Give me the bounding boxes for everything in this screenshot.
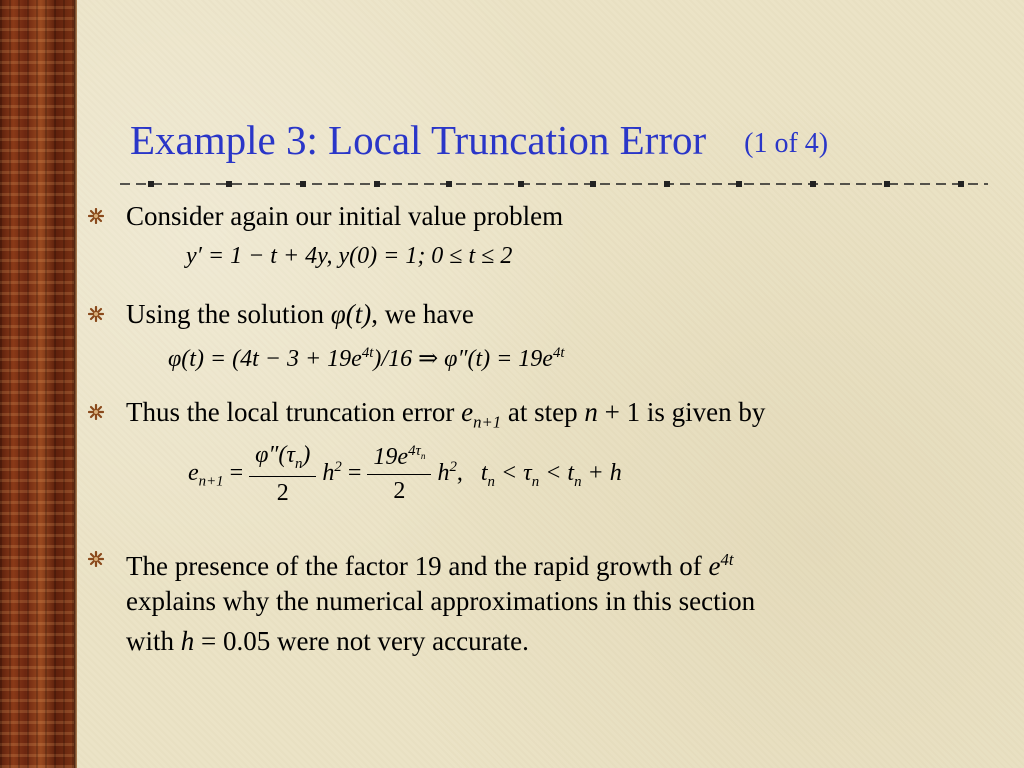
solution-eq-exp2: 4t (552, 345, 565, 361)
bullet-3-text-mid: at step (501, 397, 585, 427)
frac1-num-sub: n (294, 455, 303, 472)
bullet-4-line-2: explains why the numerical approximations in this section (126, 586, 756, 616)
solution-equation (168, 344, 565, 373)
frac2-num-exp-sub: n (420, 451, 426, 462)
lte-lhs: e (188, 459, 199, 486)
ineq-mid2: < t (539, 459, 575, 486)
equals-sign: = (229, 459, 250, 486)
solution-eq-right: )/16 ⇒ φ″(t) = 19e (373, 346, 553, 372)
title-subtitle: (1 of 4) (744, 128, 829, 159)
bullet-4-line-1 (126, 540, 734, 586)
truncation-error-equation (188, 442, 622, 507)
bullet-4-line-3-after: = 0.05 were not very accurate. (194, 626, 529, 656)
bullet-4-line-1-text: The presence of the factor 19 and the rapid growth of (126, 551, 709, 581)
ineq-mid: < τ (494, 459, 532, 486)
slide-title (130, 116, 828, 164)
bullet-4-line-3 (126, 622, 529, 661)
fraction-1-denominator: 2 (276, 479, 289, 506)
h-squared-1 (322, 460, 341, 486)
dashed-divider (120, 178, 988, 190)
bullet-3-text (126, 393, 765, 441)
bullet-2-symbol: φ(t) (330, 299, 372, 329)
ineq-sub2: n (531, 473, 540, 490)
ineq-sub3: n (574, 473, 582, 490)
h-var-1: h (322, 459, 335, 486)
bullet-3-text-before: Thus the local truncation error (126, 397, 462, 427)
bullet-1-text: Consider again our initial value problem (126, 201, 564, 231)
tau-inequality (480, 459, 622, 490)
h-exp-2: 2 (449, 458, 457, 475)
bullet-2-text-before: Using the solution (126, 299, 331, 329)
fraction-1 (249, 442, 316, 507)
bullet-4-var: e (708, 551, 721, 581)
equals-sign-2: = (347, 459, 368, 486)
frac1-num-close: ) (302, 442, 311, 468)
asterisk-bullet-icon (88, 306, 104, 322)
wood-texture-strip (0, 0, 74, 768)
h-var-2: h (437, 459, 450, 486)
fraction-1-numerator (249, 442, 316, 477)
fraction-2-denominator: 2 (393, 478, 406, 505)
bullet-4-exp: 4t (720, 550, 734, 569)
bullet-3-step-var: n (584, 397, 598, 427)
frac2-num-exp: 4τ (408, 443, 421, 460)
title-text: Example 3: Local Truncation Error (130, 117, 707, 163)
ineq-t: t (480, 459, 488, 486)
ivp-equation: y′ = 1 − t + 4y, y(0) = 1; 0 ≤ t ≤ 2 (186, 243, 513, 269)
h-squared-2 (437, 460, 456, 486)
bullet-4-line-3-var: h (180, 626, 195, 656)
asterisk-bullet-icon (88, 551, 104, 567)
h-exp-1: 2 (334, 458, 342, 475)
ineq-sub1: n (487, 473, 495, 490)
frac1-num-text: φ″(τ (255, 442, 295, 468)
fraction-2-numerator (367, 443, 431, 475)
bullet-2-text-after: , we have (371, 299, 474, 329)
asterisk-bullet-icon (88, 404, 104, 420)
bullet-3-var-sub: n+1 (473, 412, 502, 432)
wood-strip-edge (74, 0, 77, 768)
bullet-4-line-3-before: with (126, 626, 181, 656)
bullet-3-text-after: + 1 is given by (597, 397, 766, 427)
bullet-3-var: e (461, 397, 474, 427)
ineq-end: + h (581, 459, 622, 486)
solution-eq-exp: 4t (361, 345, 374, 361)
frac2-num-text: 19e (373, 444, 409, 471)
bullet-2-text (126, 295, 474, 334)
comma: , (456, 459, 475, 486)
solution-eq-left: φ(t) = (4t − 3 + 19e (168, 346, 362, 372)
asterisk-bullet-icon (88, 208, 104, 224)
fraction-2 (367, 443, 431, 505)
lte-lhs-sub: n+1 (198, 473, 224, 490)
